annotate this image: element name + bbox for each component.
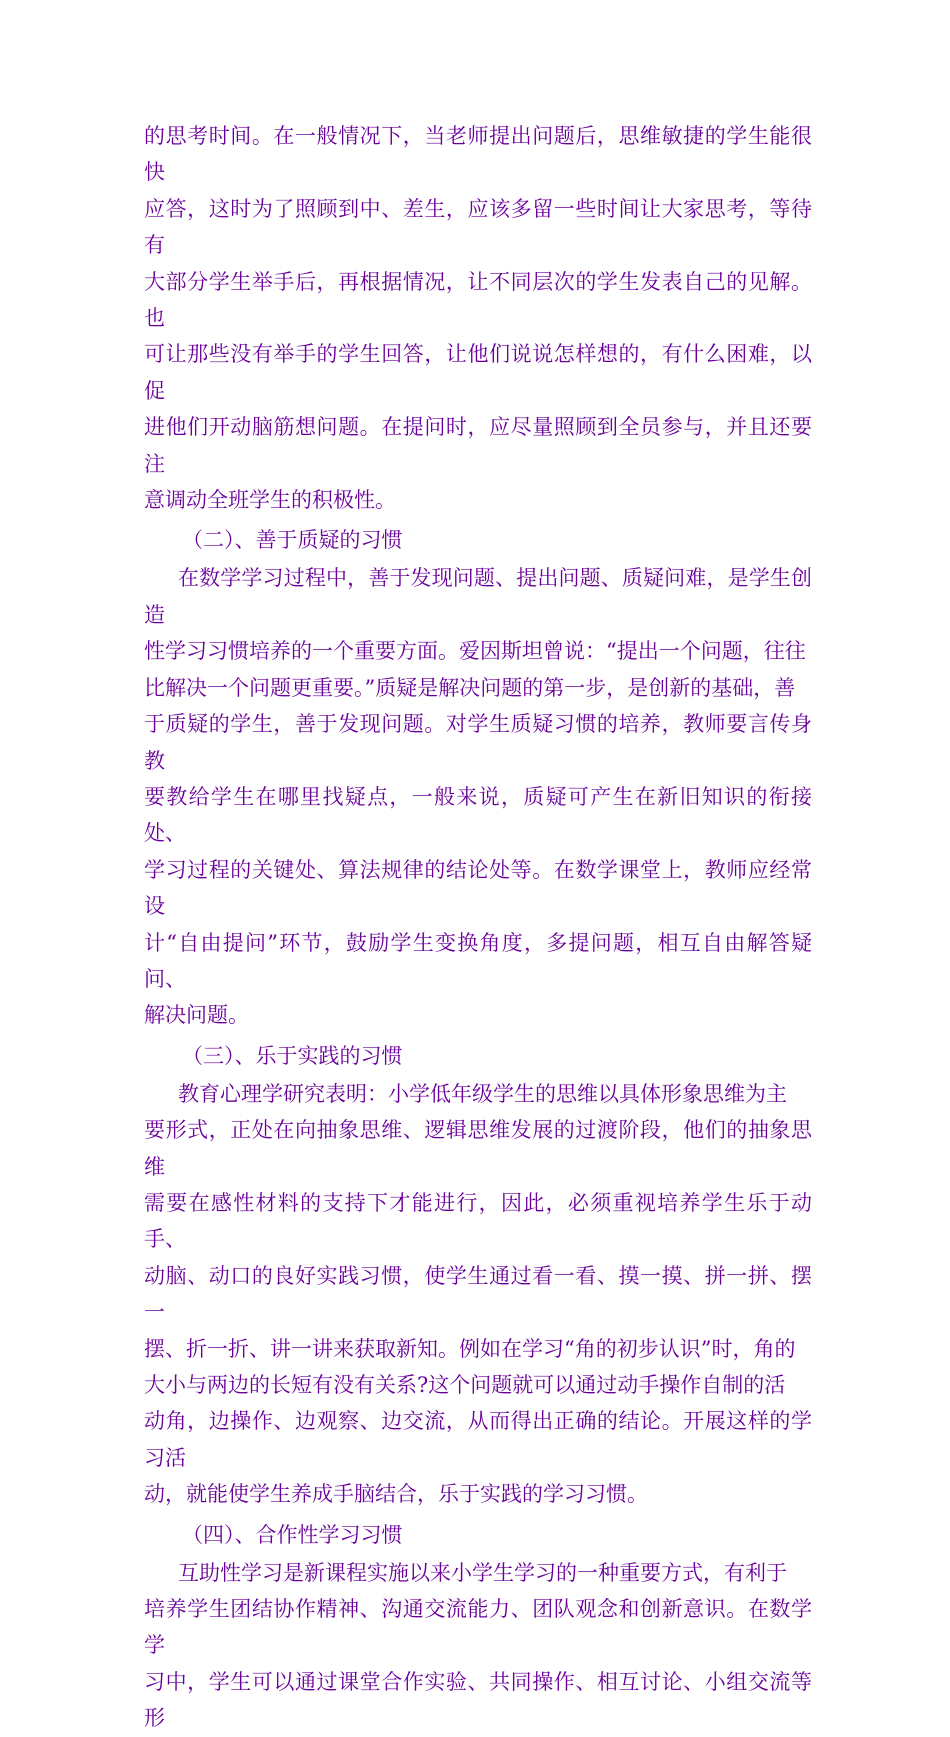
paragraph-questioning: 在数学学习过程中，善于发现问题、提出问题、质疑问难，是学生创造 性学习习惯培养的一个重要方面。爱因斯坦曾说：“提出一个问题，往往 比解决一个问题更重要。”质疑是解决问题的第一步，是创新的基础，善 于质疑的学生，善于发现问题。对学生质疑习惯的培养，教师要言传身教 要教给学生在哪里找疑点，一般来说，质疑可产生在新旧知识的衔接处、 学习过程的关键处、算法规律的结论处等。在数学课堂上，教师应经常设 计“自由提问”环节，鼓励学生变换角度，多提问题，相互自由解答疑问、 解决问题。 [144, 566, 812, 1028]
section-heading-cooperation: （四）、合作性学习习惯 [182, 1522, 403, 1547]
document-page [144, 118, 812, 1737]
section-heading-practice: （三）、乐于实践的习惯 [182, 1043, 403, 1068]
paragraph-practice: 教育心理学研究表明：小学低年级学生的思维以具体形象思维为主 要形式，正处在向抽象思维、逻辑思维发展的过渡阶段，他们的抽象思维 需要在感性材料的支持下才能进行，因此，必须重视培养学生乐于动手、 动脑、动口的良好实践习惯，使学生通过看一看、摸一摸、拼一拼、摆一 摆、折一折、讲一讲来获取新知。例如在学习“角的初步认识”时，角的 大小与两边的长短有没有关系?这个问题就可以通过动手操作自制的活 动角，边操作、边观察、边交流，从而得出正确的结论。开展这样的学习活 动，就能使学生养成手脑结合，乐于实践的学习习惯。 [144, 1081, 812, 1507]
paragraph-thinking-time: 的思考时间。在一般情况下，当老师提出问题后，思维敏捷的学生能很快 应答，这时为了照顾到中、差生，应该多留一些时间让大家思考，等待有 大部分学生举手后，再根据情况，让不同层次的学生发表自己的见解。也 可让那些没有举手的学生回答，让他们说说怎样想的，有什么困难，以促 进他们开动脑筋想问题。在提问时，应尽量照顾到全员参与，并且还要注 意调动全班学生的积极性。 [144, 124, 812, 513]
paragraph-cooperation: 互助性学习是新课程实施以来小学生学习的一种重要方式，有利于 培养学生团结协作精神、沟通交流能力、团队观念和创新意识。在数学学 习中，学生可以通过课堂合作实验、共同操作、相互讨论、小组交流等形 [144, 1560, 812, 1731]
section-heading-questioning: （二）、善于质疑的习惯 [182, 528, 403, 553]
